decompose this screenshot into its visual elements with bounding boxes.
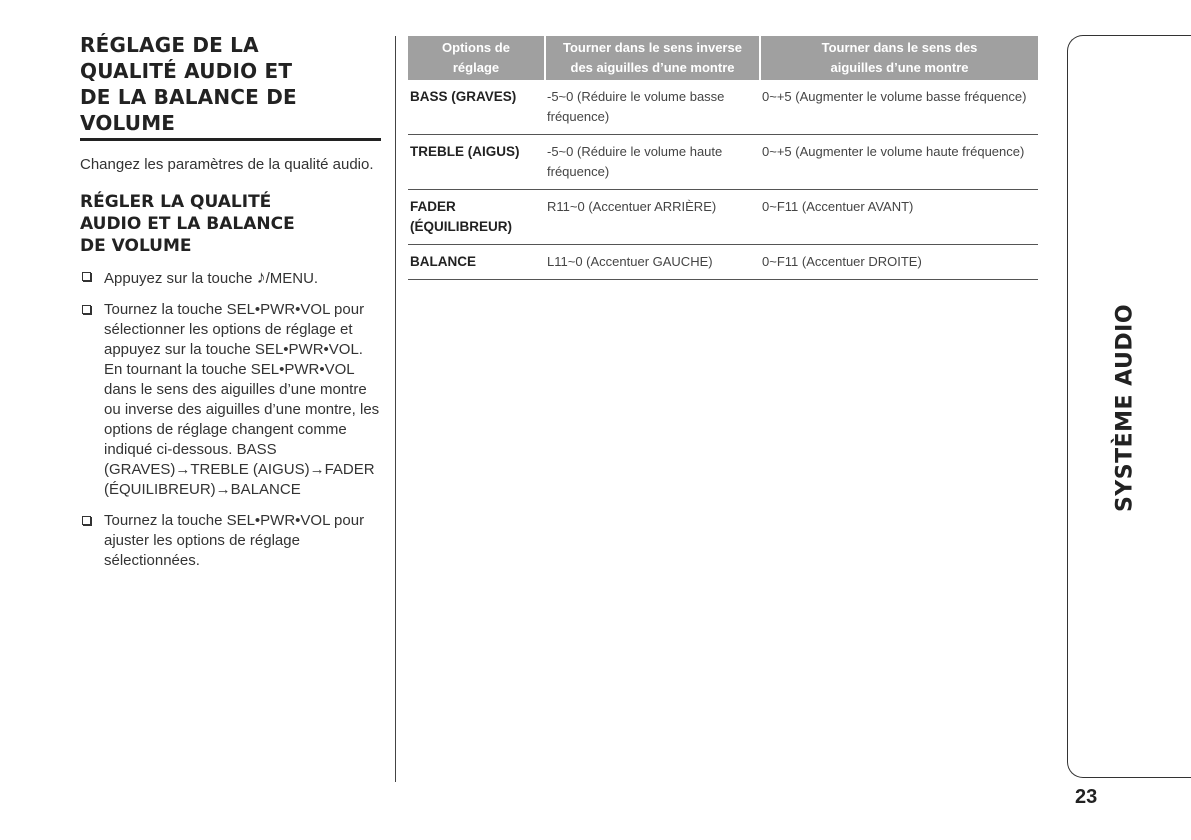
table-header-row <box>408 36 1038 80</box>
checkbox-bullet-icon <box>82 272 91 281</box>
counterclockwise-value: -5~0 (Réduire le volume haute fréquence) <box>545 135 760 190</box>
step-item <box>80 300 381 500</box>
step-item <box>80 511 381 571</box>
left-column <box>80 32 381 582</box>
option-name: BASS (GRAVES) <box>408 80 545 135</box>
checkbox-bullet-icon <box>82 516 91 525</box>
clockwise-value: 0~F11 (Accentuer AVANT) <box>760 190 1038 245</box>
step-text: Tournez la touche SEL•PWR•VOL pour ajuster les options de réglage sélectionnées. <box>104 512 365 569</box>
step-text: Tournez la touche SEL•PWR•VOL pour sélectionner les options de réglage et appuyez sur la touche SEL•PWR•VOL. En tournant la touche SEL•PWR•VOL dans le sens des aiguilles d’une montre ou inverse des aiguilles d’une montre, les options de réglage changent comme indiqué ci-dessous. BASS (GRAVES)→TREBLE (AIGUS)→FADER (ÉQUILIBREUR)→BALANCE <box>104 301 380 498</box>
step-text-before: Appuyez sur la touche <box>104 270 257 287</box>
clockwise-value: 0~+5 (Augmenter le volume haute fréquence) <box>760 135 1038 190</box>
counterclockwise-value: L11~0 (Accentuer GAUCHE) <box>545 245 760 280</box>
header-clockwise: Tourner dans le sens des aiguilles d’une montre <box>760 36 1038 80</box>
section-title: RÉGLAGE DE LA QUALITÉ AUDIO ET DE LA BALANCE DE VOLUME <box>80 32 381 141</box>
clockwise-value: 0~F11 (Accentuer DROITE) <box>760 245 1038 280</box>
header-options: Options de réglage <box>408 36 545 80</box>
option-name: TREBLE (AIGUS) <box>408 135 545 190</box>
intro-text: Changez les paramètres de la qualité audio. <box>80 156 374 173</box>
chapter-label: SYSTÈME AUDIO <box>1112 303 1138 513</box>
step-text-after: /MENU. <box>265 270 319 287</box>
option-name: BALANCE <box>408 245 545 280</box>
header-counterclockwise: Tourner dans le sens inverse des aiguilles d’une montre <box>545 36 760 80</box>
step-item <box>80 267 381 289</box>
option-name: FADER (ÉQUILIBREUR) <box>408 190 545 245</box>
column-divider <box>395 36 396 782</box>
table-row <box>408 245 1038 280</box>
table-row <box>408 135 1038 190</box>
music-note-icon: ♪ <box>256 267 266 287</box>
table-row <box>408 190 1038 245</box>
subsection-title: RÉGLER LA QUALITÉ AUDIO ET LA BALANCE DE VOLUME <box>80 192 295 256</box>
settings-table <box>408 36 1038 280</box>
steps-list <box>80 267 381 571</box>
table-row <box>408 80 1038 135</box>
clockwise-value: 0~+5 (Augmenter le volume basse fréquence) <box>760 80 1038 135</box>
counterclockwise-value: R11~0 (Accentuer ARRIÈRE) <box>545 190 760 245</box>
checkbox-bullet-icon <box>82 305 91 314</box>
counterclockwise-value: -5~0 (Réduire le volume basse fréquence) <box>545 80 760 135</box>
page-number: 23 <box>1075 786 1098 808</box>
